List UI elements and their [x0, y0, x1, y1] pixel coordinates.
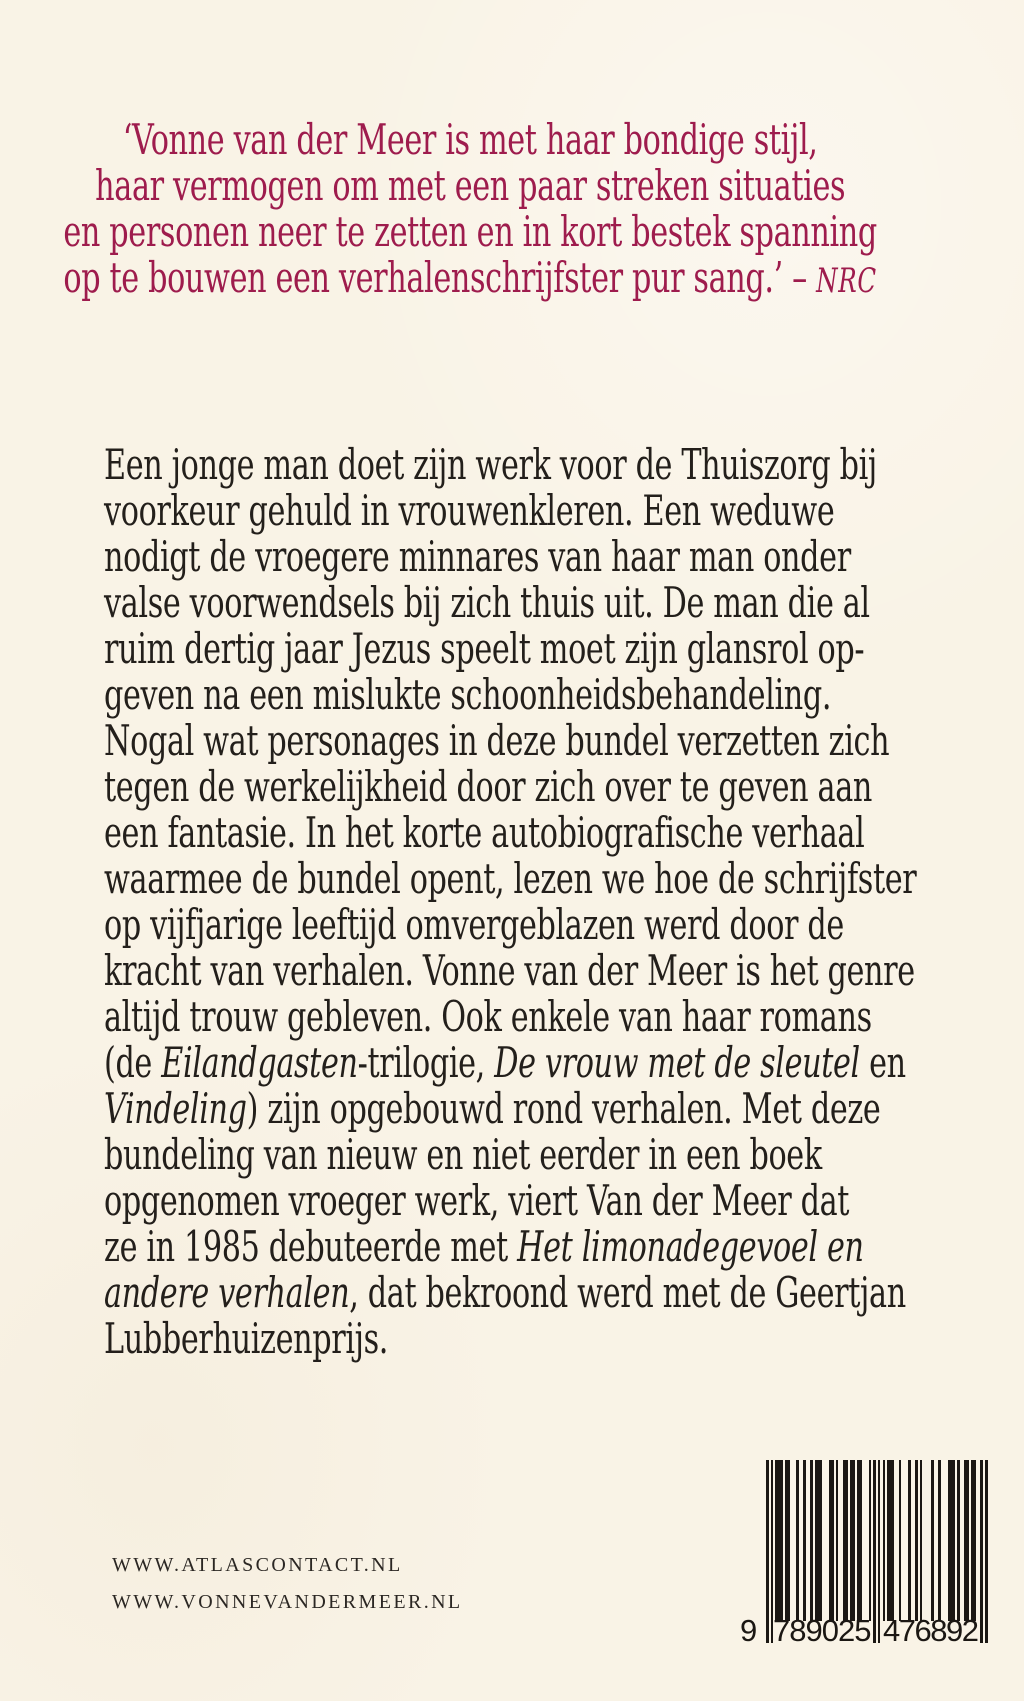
author-url: WWW.VONNEVANDERMEER.NL [112, 1591, 463, 1613]
blurb-text: ruim dertig jaar Jezus speelt moet zijn glansrol op- [104, 624, 865, 673]
blurb-line [104, 1316, 1024, 1362]
blurb-text: opgenomen vroeger werk, viert Van der Meer dat [104, 1176, 850, 1225]
blurb-text: Een jonge man doet zijn werk voor de Thuiszorg bij [104, 440, 877, 489]
blurb-line [104, 1132, 1024, 1178]
quote-line [0, 255, 940, 304]
quote-line: en personen neer te zetten en in kort bestek spanning [63, 207, 877, 256]
blurb-line [104, 994, 1024, 1040]
ean-barcode [740, 1460, 988, 1648]
blurb-text: en [859, 1038, 906, 1087]
blurb-title-italic: Het limonadegevoel en [517, 1222, 864, 1271]
blurb-line [104, 948, 1024, 994]
blurb-line [104, 856, 1024, 902]
blurb-text: een fantasie. In het korte autobiografische verhaal [104, 808, 865, 857]
blurb-line [104, 718, 1024, 764]
blurb-text: ) zijn opgebouwd rond verhalen. Met deze [246, 1084, 881, 1133]
blurb-line [104, 1178, 1024, 1224]
quote-attribution: NRC [816, 261, 877, 301]
blurb-line [104, 442, 1024, 488]
blurb-line [104, 810, 1024, 856]
blurb-text: bundeling van nieuw en niet eerder in een boek [104, 1130, 822, 1179]
blurb-line [104, 626, 1024, 672]
blurb-title-italic: Eilandgasten [161, 1038, 358, 1087]
blurb-text: , dat bekroond werd met de Geertjan [349, 1268, 906, 1317]
barcode-digits-right-group: 476892 [883, 1613, 978, 1648]
blurb-title-italic: De vrouw met de sleutel [494, 1038, 860, 1087]
blurb-line [104, 902, 1024, 948]
blurb-text: (de [104, 1038, 162, 1087]
blurb-title-italic: Vindeling [104, 1084, 247, 1133]
blurb-line [104, 672, 1024, 718]
blurb-line [104, 1086, 1024, 1132]
blurb-line [104, 1224, 1024, 1270]
quote-line: haar vermogen om met een paar streken situaties [95, 161, 846, 210]
barcode-digits-left-group: 789025 [773, 1613, 871, 1648]
blurb-text: geven na een mislukte schoonheidsbehandeling. [104, 670, 832, 719]
blurb-line [104, 1270, 1024, 1316]
blurb-text: altijd trouw gebleven. Ook enkele van haar romans [104, 992, 872, 1041]
blurb-text: Lubberhuizenprijs. [104, 1314, 389, 1363]
quote-line-text: op te bouwen een verhalenschrijfster pur sang.’ – [63, 253, 817, 302]
blurb [104, 442, 1024, 1362]
blurb-line [104, 764, 1024, 810]
blurb-line [104, 534, 1024, 580]
blurb-text: -trilogie, [357, 1038, 495, 1087]
publisher-url: WWW.ATLASCONTACT.NL [112, 1554, 403, 1576]
barcode-digit-leading: 9 [740, 1613, 758, 1648]
blurb-text: kracht van verhalen. Vonne van der Meer is het genre [104, 946, 915, 995]
blurb-line [104, 1040, 1024, 1086]
blurb-text: waarmee de bundel opent, lezen we hoe de schrijfster [104, 854, 917, 903]
blurb-text: valse voorwendsels bij zich thuis uit. De man die al [104, 578, 870, 627]
review-quote [0, 117, 1024, 304]
blurb-text: op vijfjarige leeftijd omvergeblazen werd door de [104, 900, 844, 949]
blurb-text: voorkeur gehuld in vrouwenkleren. Een weduwe [104, 486, 835, 535]
blurb-text: tegen de werkelijkheid door zich over te geven aan [104, 762, 873, 811]
blurb-text: Nogal wat personages in deze bundel verzetten zich [104, 716, 890, 765]
blurb-line [104, 488, 1024, 534]
quote-line: ‘Vonne van der Meer is met haar bondige stijl, [122, 115, 818, 164]
blurb-text: nodigt de vroegere minnares van haar man onder [104, 532, 851, 581]
blurb-line [104, 580, 1024, 626]
blurb-text: ze in 1985 debuteerde met [104, 1222, 518, 1271]
blurb-title-italic: andere verhalen [104, 1268, 350, 1317]
